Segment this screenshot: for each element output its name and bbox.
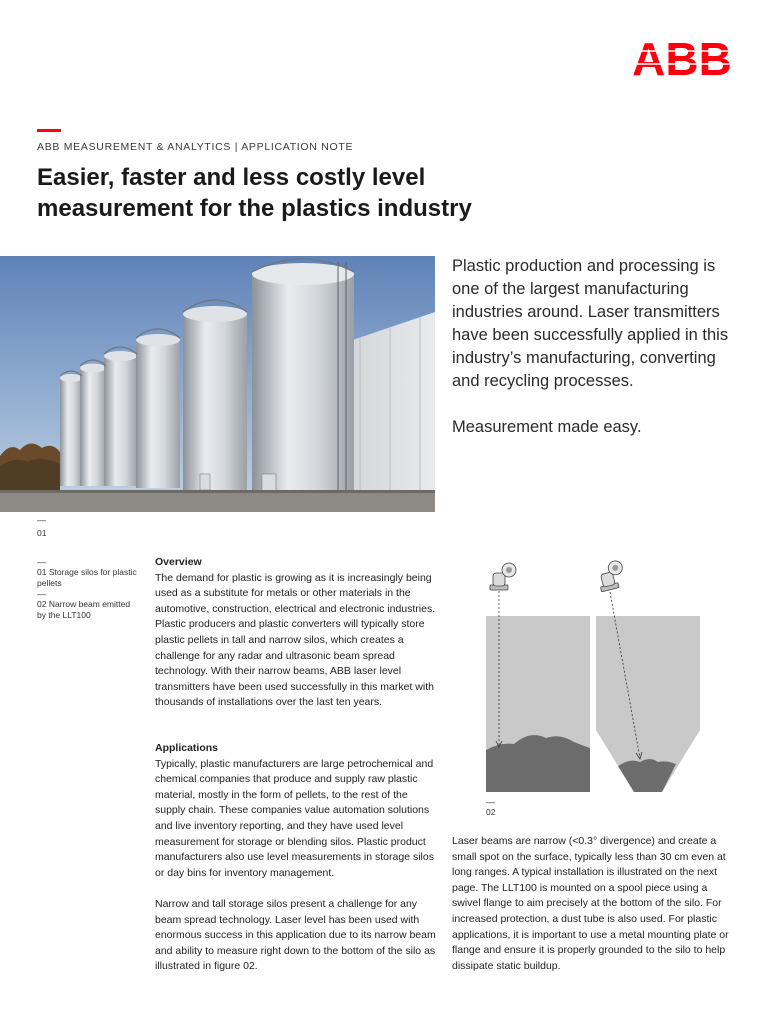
caption-dash: —: [37, 557, 46, 567]
caption-02: 02 Narrow beam emitted by the LLT100: [37, 599, 131, 620]
applications-body-1: Typically, plastic manufacturers are large petrochemical and chemical companies that produce and supply raw plastic material, mostly in the form of pellets, to the rest of the supply chain. These companies value automation solutions and live inventory reporting, and they have used level measurement for storage or blending silos. Plastic product manufacturers also use level measurements in storage silos or day bins for inventory management.: [155, 757, 434, 879]
laser-transmitter-icon: [595, 559, 627, 591]
figure-dash: —: [486, 797, 495, 807]
intro-text: [452, 255, 742, 462]
laser-transmitter-icon: [490, 563, 516, 590]
figure-02-number: 02: [486, 807, 496, 817]
applications-heading: Applications: [155, 742, 219, 754]
intro-tagline: Measurement made easy.: [452, 418, 642, 436]
laser-beam-text: Laser beams are narrow (<0.3° divergence) and create a small spot on the surface, typically less than 30 cm even at long ranges. A typical installation is illustrated on the next page. The LLT100 is mounted on a spool piece using a swivel flange to aim precisely at the bottom of the silo. For increased protection, a dust tube is also used. For plastic applications, it is important to use a metal mounting plate or flange and ensure it is properly grounded to the silo to help dissipate static buildup.: [452, 835, 729, 972]
document-title: Easier, faster and less costly level measurement for the plastics industry: [37, 164, 472, 222]
svg-text:ABB: ABB: [632, 38, 732, 78]
overview-body: The demand for plastic is growing as it is increasingly being used as a substitute for metals or other materials in the automotive, construction, electrical and electronic industries. Plastic producers and plastic converters will typically store plastic pellets in tall and narrow silos, which creates a challenge for any radar and ultrasonic beam spread technology. With their narrow beams, ABB laser level transmitters have been used successfully in this market with thousands of installations over the last ten years.: [155, 571, 436, 709]
narrow-beam-diagram: [480, 550, 702, 795]
figure-captions: [37, 557, 137, 621]
figure-01-number: 01: [37, 528, 47, 538]
storage-silos-photo: [0, 256, 435, 512]
overview-section: [155, 555, 437, 711]
document-kicker: ABB MEASUREMENT & ANALYTICS | APPLICATION NOTE: [37, 141, 354, 153]
applications-body-2: Narrow and tall storage silos present a challenge for any beam spread technology. Laser level has been used with enormous success in this application due to its narrow beam and ability to measure right down to the bottom of the silo as illustrated in figure 02.: [155, 897, 436, 973]
intro-paragraph: Plastic production and processing is one of the largest manufacturing industries around. Laser transmitters have been successfully applied in this industry’s manufacturing, converting and recycling processes.: [452, 257, 729, 390]
caption-01: 01 Storage silos for plastic pellets: [37, 567, 137, 588]
caption-dash: —: [37, 589, 46, 599]
applications-section: [155, 741, 437, 975]
accent-rule: [37, 129, 61, 132]
abb-logo: [632, 38, 732, 78]
overview-heading: Overview: [155, 556, 202, 568]
figure-dash: —: [37, 515, 46, 525]
